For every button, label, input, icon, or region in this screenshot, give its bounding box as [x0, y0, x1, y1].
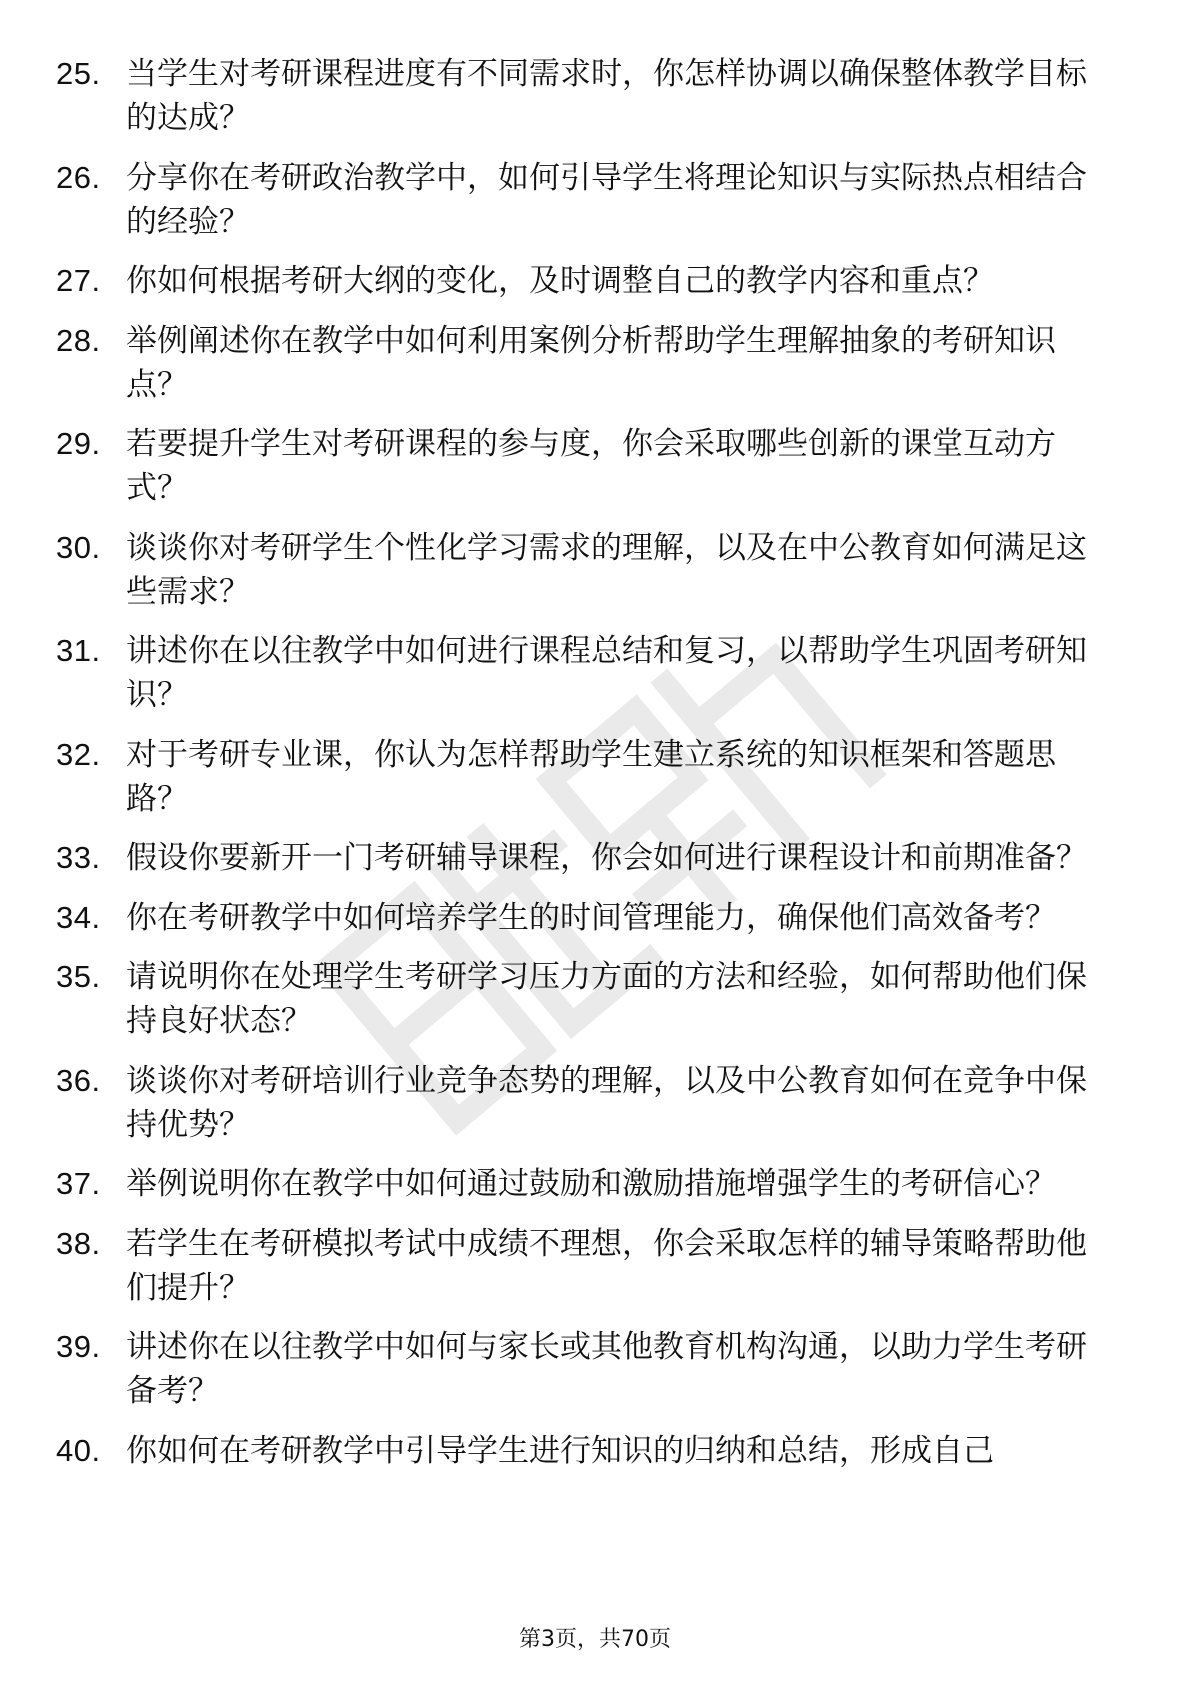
- question-text: 请说明你在处理学生考研学习压力方面的方法和经验，如何帮助他们保持良好状态？: [126, 959, 1087, 1039]
- question-text: 讲述你在以往教学中如何与家长或其他教育机构沟通，以助力学生考研备考？: [126, 1329, 1087, 1409]
- question-number: 36.: [56, 1062, 101, 1098]
- question-item: [56, 156, 1116, 244]
- question-item: [56, 955, 1116, 1043]
- question-item: [56, 1222, 1116, 1310]
- page-number-label: 第3页，共70页: [519, 1627, 671, 1652]
- question-text: 谈谈你对考研学生个性化学习需求的理解，以及在中公教育如何满足这些需求？: [126, 529, 1087, 610]
- question-number: 35.: [56, 959, 101, 994]
- question-number: 34.: [56, 899, 101, 935]
- question-text: 对于考研专业课，你认为怎样帮助学生建立系统的知识框架和答题思路？: [126, 736, 1056, 817]
- question-text: 若要提升学生对考研课程的参与度，你会采取哪些创新的课堂互动方式？: [126, 426, 1056, 506]
- question-text: 假设你要新开一门考研辅导课程，你会如何进行课程设计和前期准备？: [126, 840, 1087, 876]
- question-item: [56, 319, 1116, 407]
- question-item: [56, 896, 1116, 940]
- question-item: [56, 52, 1116, 140]
- question-number: 39.: [56, 1329, 101, 1364]
- page-footer: [0, 1625, 1190, 1655]
- question-text: 你如何根据考研大纲的变化，及时调整自己的教学内容和重点？: [126, 263, 994, 299]
- question-number: 25.: [56, 56, 101, 91]
- question-number: 26.: [56, 159, 101, 195]
- question-number: 30.: [56, 529, 101, 565]
- question-item: [56, 733, 1116, 821]
- question-text: 举例说明你在教学中如何通过鼓励和激励措施增强学生的考研信心？: [126, 1166, 1056, 1202]
- question-text: 你如何在考研教学中引导学生进行知识的归纳和总结，形成自己: [126, 1432, 994, 1469]
- question-text: 谈谈你对考研培训行业竞争态势的理解，以及中公教育如何在竞争中保持优势？: [126, 1062, 1087, 1143]
- question-number: 37.: [56, 1166, 101, 1201]
- question-text: 你在考研教学中如何培养学生的时间管理能力，确保他们高效备考？: [126, 899, 1056, 936]
- question-item: [56, 1059, 1116, 1147]
- question-item: [56, 259, 1116, 303]
- question-item: [56, 836, 1116, 880]
- question-number: 28.: [56, 322, 101, 358]
- question-text: 举例阐述你在教学中如何利用案例分析帮助学生理解抽象的考研知识点？: [126, 322, 1056, 403]
- question-number: 31.: [56, 633, 101, 668]
- question-item: [56, 1162, 1116, 1206]
- question-text: 当学生对考研课程进度有不同需求时，你怎样协调以确保整体教学目标的达成？: [126, 56, 1087, 136]
- question-text: 若学生在考研模拟考试中成绩不理想，你会采取怎样的辅导策略帮助他们提升？: [126, 1225, 1087, 1306]
- question-item: [56, 526, 1116, 614]
- question-text: 分享你在考研政治教学中，如何引导学生将理论知识与实际热点相结合的经验？: [126, 159, 1087, 240]
- question-number: 32.: [56, 736, 101, 772]
- question-number: 27.: [56, 263, 101, 298]
- question-number: 38.: [56, 1225, 101, 1261]
- question-item: [56, 629, 1116, 717]
- question-list: [56, 52, 1116, 1488]
- question-text: 讲述你在以往教学中如何进行课程总结和复习，以帮助学生巩固考研知识？: [126, 633, 1087, 713]
- question-number: 29.: [56, 426, 101, 461]
- question-item: [56, 422, 1116, 510]
- question-number: 33.: [56, 840, 101, 875]
- question-item: [56, 1325, 1116, 1413]
- question-item: [56, 1429, 1116, 1473]
- question-number: 40.: [56, 1432, 101, 1468]
